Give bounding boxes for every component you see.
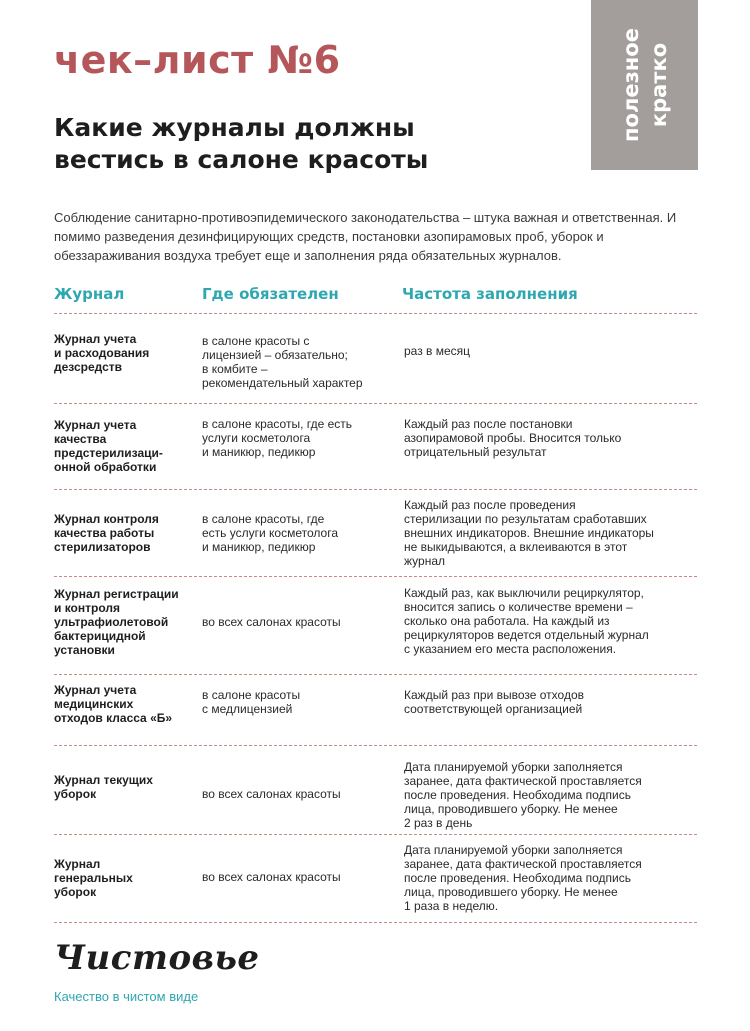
brand-tagline: Качество в чистом виде — [54, 989, 199, 1004]
table-row — [54, 745, 697, 835]
side-tab — [591, 0, 698, 170]
table-row — [54, 489, 697, 577]
brand-logo: Чистовье — [54, 938, 260, 978]
intro-paragraph: Соблюдение санитарно-противоэпидемического законодательства – штука важная и ответственная. И помимо разведения дезинфицирующих средств, постановки азопирамовых проб, уборок и обеззараживания воздуха требует еще и заполнения ряда обязательных журналов. — [54, 210, 677, 263]
row-where: в салоне красоты, где есть услуги косметолога и маникюр, педикюр — [202, 512, 338, 554]
table-row — [54, 576, 697, 675]
row-journal: Журнал контроля качества работы стерилизаторов — [54, 512, 159, 554]
row-where: в салоне красоты с медлицензией — [202, 688, 301, 716]
row-journal: Журнал учета и расходования дезсредств — [54, 332, 150, 374]
header-journal: Журнал — [54, 285, 125, 303]
row-journal: Журнал учета качества предстерилизаци- онной обработки — [54, 418, 163, 474]
row-journal: Журнал генеральных уборок — [54, 857, 133, 899]
row-where: в салоне красоты, где есть услуги косметолога и маникюр, педикюр — [202, 417, 353, 459]
page-title-line1: Какие журналы должны — [54, 113, 415, 142]
table-row — [54, 403, 697, 490]
table-row — [54, 834, 697, 923]
row-where: во всех салонах красоты — [202, 870, 341, 884]
row-frequency: раз в месяц — [404, 344, 471, 358]
row-frequency: Каждый раз при вывозе отходов соответствующей организацией — [404, 688, 584, 716]
row-frequency: Каждый раз после постановки азопирамовой пробы. Вносится только отрицательный результат — [404, 417, 622, 459]
row-journal: Журнал текущих уборок — [54, 773, 153, 801]
row-frequency: Дата планируемой уборки заполняется заранее, дата фактической проставляется после проведения. Необходима подпись лица, проводившего уборку. Не менее 2 раз в день — [404, 760, 642, 830]
side-tab-line2: кратко — [646, 42, 671, 128]
row-where: во всех салонах красоты — [202, 615, 341, 629]
row-where: в салоне красоты с лицензией – обязательно; в комбите – рекомендательный характер — [202, 334, 363, 390]
side-tab-line1: полезное — [618, 28, 643, 142]
row-journal: Журнал учета медицинских отходов класса «Б» — [54, 683, 173, 725]
table-row — [54, 313, 697, 404]
row-frequency: Каждый раз после проведения стерилизации по результатам сработавших внешних индикаторов. Внешние индикаторы не выкидываются, а вклеиваются в этот журнал — [404, 498, 654, 568]
header-frequency: Частота заполнения — [402, 285, 578, 303]
table-bottom-divider — [54, 922, 697, 923]
checklist-title: чек–лист №6 — [54, 38, 341, 82]
side-tab-label — [617, 28, 673, 142]
row-frequency: Дата планируемой уборки заполняется заранее, дата фактической проставляется после проведения. Необходима подпись лица, проводившего уборку. Не менее 1 раза в неделю. — [404, 843, 642, 913]
page-title-line2: вестись в салоне красоты — [54, 145, 429, 174]
header-where: Где обязателен — [202, 285, 339, 303]
row-frequency: Каждый раз, как выключили рециркулятор, вносится запись о количестве времени – сколько она работала. На каждый из рециркуляторов ведется отдельный журнал с указанием его места расположения. — [404, 586, 649, 656]
row-journal: Журнал регистрации и контроля ультрафиолетовой бактерицидной установки — [54, 587, 179, 657]
table-row — [54, 674, 697, 746]
row-where: во всех салонах красоты — [202, 787, 341, 801]
page-title — [54, 112, 554, 176]
